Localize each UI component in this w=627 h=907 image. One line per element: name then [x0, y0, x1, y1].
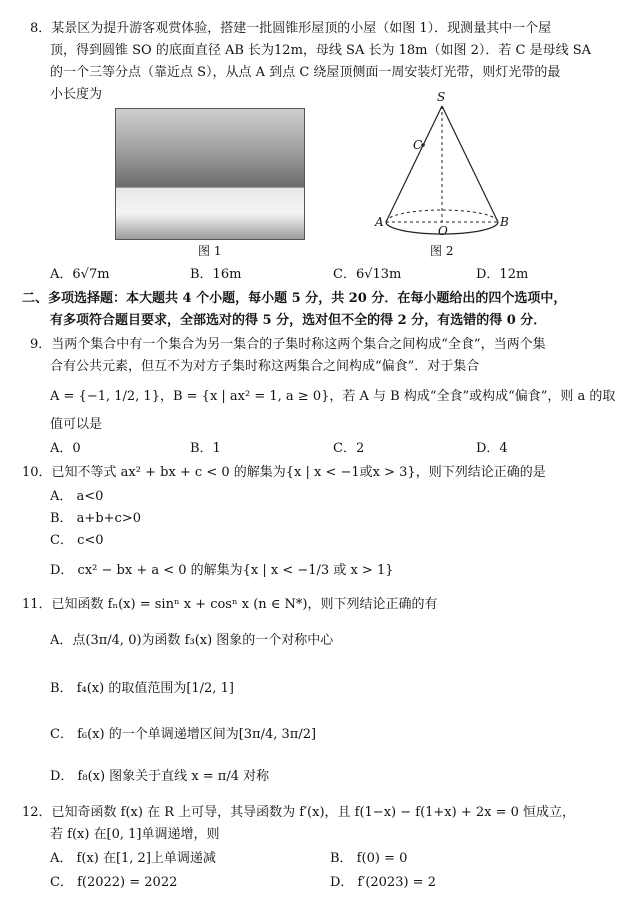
q12-line-2: 若 f(x) 在[0, 1]单调递增，则 [50, 827, 220, 842]
q9-line-3: A = {−1, 1/2, 1}，B = {x | ax² = 1, a ≥ 0}，若 A 与 B 构成“全食”或构成“偏食”，则 a 的取 [50, 389, 616, 404]
label-B: B [500, 215, 509, 229]
label-C: C [413, 138, 423, 152]
q8-option-d[interactable]: D．12m [476, 267, 529, 282]
q11-option-c[interactable]: C． f₆(x) 的一个单调递增区间为[3π/4, 3π/2] [50, 727, 317, 742]
q8-line-2: 顶，得到圆锥 SO 的底面直径 AB 长为12m，母线 SA 长为 18m（如图 2）．若 C 是母线 SA [50, 43, 592, 58]
q10-option-d[interactable]: D． cx² − bx + a < 0 的解集为{x | x < −1/3 或 x > 1} [50, 563, 394, 578]
q10-line-1: 10．已知不等式 ax² + bx + c < 0 的解集为{x | x < −1或x > 3}，则下列结论正确的是 [22, 465, 546, 480]
q8-option-a[interactable]: A．6√7m [50, 267, 110, 282]
figure-1-caption: 图 1 [198, 244, 222, 258]
q8-line-3: 的一个三等分点（靠近点 S），从点 A 到点 C 绕屋顶侧面一周安装灯光带，则灯光带的最 [50, 65, 561, 80]
q12-option-d[interactable]: D． f′(2023) = 2 [330, 875, 436, 890]
label-A: A [375, 215, 384, 229]
q9-option-c[interactable]: C．2 [333, 441, 365, 456]
q11-line-1: 11．已知函数 fₙ(x) = sinⁿ x + cosⁿ x (n ∈ N*)，则下列结论正确的有 [22, 597, 438, 612]
q9-line-1: 9．当两个集合中有一个集合为另一集合的子集时称这两个集合之间构成“全食”，当两个集 [30, 337, 546, 352]
q8-option-c[interactable]: C．6√13m [333, 267, 402, 282]
section-2-header-line-1: 二、多项选择题：本大题共 4 个小题，每小题 5 分，共 20 分．在每小题给出的四个选项中， [22, 291, 567, 306]
q10-option-c[interactable]: C． c<0 [50, 533, 104, 548]
label-S: S [437, 90, 446, 104]
q11-option-b[interactable]: B． f₄(x) 的取值范围为[1/2, 1] [50, 681, 234, 696]
figure-2-caption: 图 2 [430, 244, 454, 258]
q10-option-a[interactable]: A． a<0 [50, 489, 104, 504]
trullo-houses-photo [115, 108, 305, 240]
q9-option-b[interactable]: B．1 [190, 441, 221, 456]
q8-line-1: 8．某景区为提升游客观赏体验，搭建一批圆锥形屋顶的小屋（如图 1）．现测量其中一个屋 [30, 21, 552, 36]
q10-option-b[interactable]: B． a+b+c>0 [50, 511, 141, 526]
q9-line-2: 合有公共元素，但互不为对方子集时称这两集合之间构成“偏食”．对于集合 [50, 359, 480, 374]
q8-line-4: 小长度为 [50, 87, 103, 102]
label-O: O [438, 224, 448, 238]
q9-line-4: 值可以是 [50, 417, 103, 432]
q11-option-d[interactable]: D． f₈(x) 图象关于直线 x = π/4 对称 [50, 769, 270, 784]
section-2-header-line-2: 有多项符合题目要求，全部选对的得 5 分，选对但不全的得 2 分，有选错的得 0 分． [50, 313, 547, 328]
q9-option-d[interactable]: D．4 [476, 441, 508, 456]
q12-option-a[interactable]: A． f(x) 在[1, 2]上单调递减 [50, 851, 216, 866]
q8-option-b[interactable]: B．16m [190, 267, 242, 282]
q9-option-a[interactable]: A．0 [50, 441, 81, 456]
q12-line-1: 12．已知奇函数 f(x) 在 R 上可导，其导函数为 f′(x)，且 f(1−x) − f(1+x) + 2x = 0 恒成立， [22, 805, 576, 820]
q12-option-c[interactable]: C． f(2022) = 2022 [50, 875, 178, 890]
q12-option-b[interactable]: B． f(0) = 0 [330, 851, 408, 866]
q11-option-a[interactable]: A．点(3π/4, 0)为函数 f₃(x) 图象的一个对称中心 [50, 633, 334, 648]
